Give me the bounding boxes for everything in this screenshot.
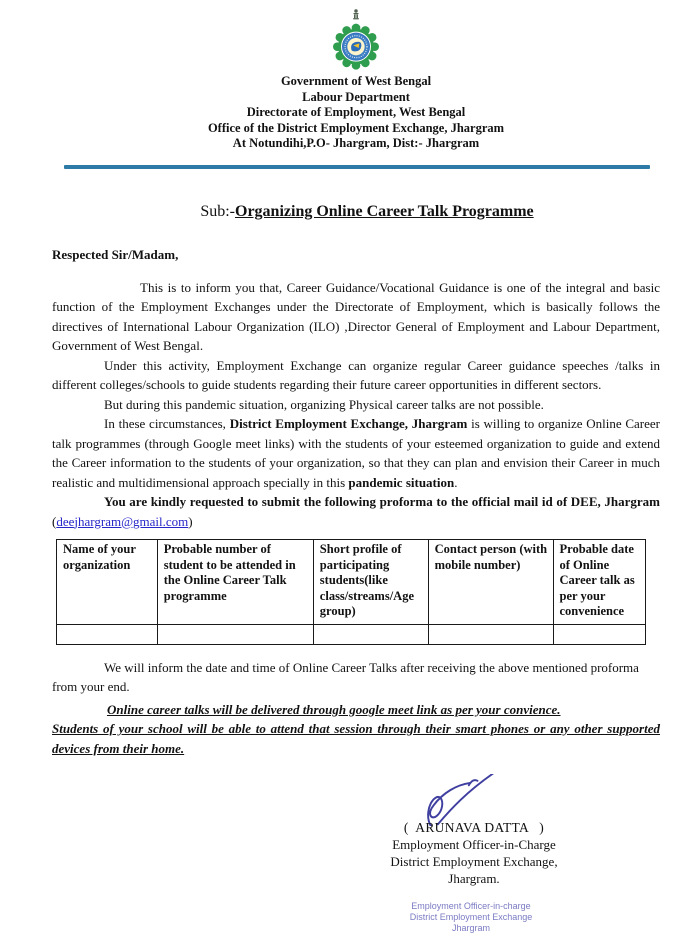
paragraph-4-period: .: [454, 474, 458, 490]
col-header-organization: Name of your organization: [57, 540, 158, 625]
header-line-4: Office of the District Employment Exchange, Jhargram: [207, 120, 505, 135]
paren-close: ): [188, 513, 193, 529]
paragraph-1: This is to inform you that, Career Guidance/Vocational Guidance is one of the integral and basic function of the Employment Exchanges under the Directorate of Employment, which is basically follows the directives of International Labour Organization (ILO) ,Director General of Employment and Labour Department, Government of West Bengal.: [52, 279, 660, 353]
empty-cell: [553, 624, 646, 644]
header-line-1: Government of West Bengal: [280, 74, 432, 88]
officer-place: Jhargram.: [448, 871, 500, 886]
notice-line-1: Online career talks will be delivered through google meet link as per your convience.: [107, 701, 561, 717]
col-header-student-profile: Short profile of participating students(like class/streams/Age group): [313, 540, 428, 625]
proforma-table: [56, 539, 646, 645]
paragraph-6: We will inform the date and time of Online Career Talks after receiving the above mentioned proforma from your end.: [52, 659, 639, 694]
notice-line-2: Students of your school will be able to attend that session through their smart phones or any other supported devices from their home.: [52, 721, 660, 756]
paragraph-4-text: In these circumstances,: [104, 416, 230, 431]
handwritten-signature: [404, 774, 522, 826]
paren-open: (: [52, 513, 57, 529]
empty-cell: [313, 624, 428, 644]
email-link[interactable]: deejhargram@gmail.com: [56, 513, 189, 529]
salutation: Respected Sir/Madam,: [52, 246, 179, 262]
empty-cell: [428, 624, 553, 644]
paragraph-5: [52, 492, 660, 531]
wb-government-emblem: [52, 8, 660, 72]
col-header-probable-date: Probable date of Online Career talk as per your convenience: [553, 540, 646, 625]
paragraph-2: Under this activity, Employment Exchange can organize regular Career guidance speeches /talks in different colleges/schools to guide students regarding their future career opportunities in different sectors.: [52, 357, 660, 392]
stamp-line-2: District Employment Exchange: [409, 912, 533, 922]
letterhead: [52, 74, 660, 152]
signature-block: [349, 774, 599, 887]
subject-title: Organizing Online Career Talk Programme: [235, 202, 534, 220]
subject-prefix: Sub:-: [200, 202, 235, 220]
ashoka-emblem-icon: [353, 9, 359, 19]
stamp-line-3: Jhargram: [451, 923, 490, 933]
medallion: [333, 24, 379, 70]
header-line-2: Labour Department: [302, 89, 410, 104]
table-header-row: [57, 540, 646, 625]
paragraph-5-request-text: You are kindly requested to submit the following proforma to the official mail id of DEE, Jhargram: [104, 494, 660, 509]
col-header-student-number: Probable number of student to be attended in the Online Career Talk programme: [157, 540, 313, 625]
paragraph-4-bold-office: District Employment Exchange, Jhargram: [229, 416, 468, 431]
paragraph-4-text-mid: is willing to organize Online Career talk programmes (through Google meet links) with the students of your esteemed organization to guide and extend the Career information to the students of your organization, so that they can plan and envision their Career in much realistic and multidimensional approach specially in this: [52, 416, 661, 490]
empty-cell: [157, 624, 313, 644]
empty-cell: [57, 624, 158, 644]
paragraph-4: [52, 414, 660, 492]
divider-rule: [64, 165, 650, 169]
office-stamp: [376, 901, 566, 934]
paragraph-3: But during this pandemic situation, organizing Physical career talks are not possible.: [104, 396, 544, 412]
header-line-3: Directorate of Employment, West Bengal: [246, 105, 466, 119]
paragraph-4-bold-pandemic: pandemic situation: [348, 474, 455, 490]
officer-office: District Employment Exchange,: [390, 854, 558, 869]
wb-emblem-graphic: [325, 8, 387, 72]
officer-title: Employment Officer-in-Charge: [392, 837, 556, 852]
officer-name: ( ARUNAVA DATTA ): [403, 820, 545, 835]
subject-line: [74, 203, 660, 221]
col-header-contact-person: Contact person (with mobile number): [428, 540, 553, 625]
table-empty-row: [57, 624, 646, 644]
stamp-line-1: Employment Officer-in-charge: [411, 901, 531, 911]
header-line-5: At Notundihi,P.O- Jhargram, Dist:- Jhargram: [232, 136, 480, 150]
